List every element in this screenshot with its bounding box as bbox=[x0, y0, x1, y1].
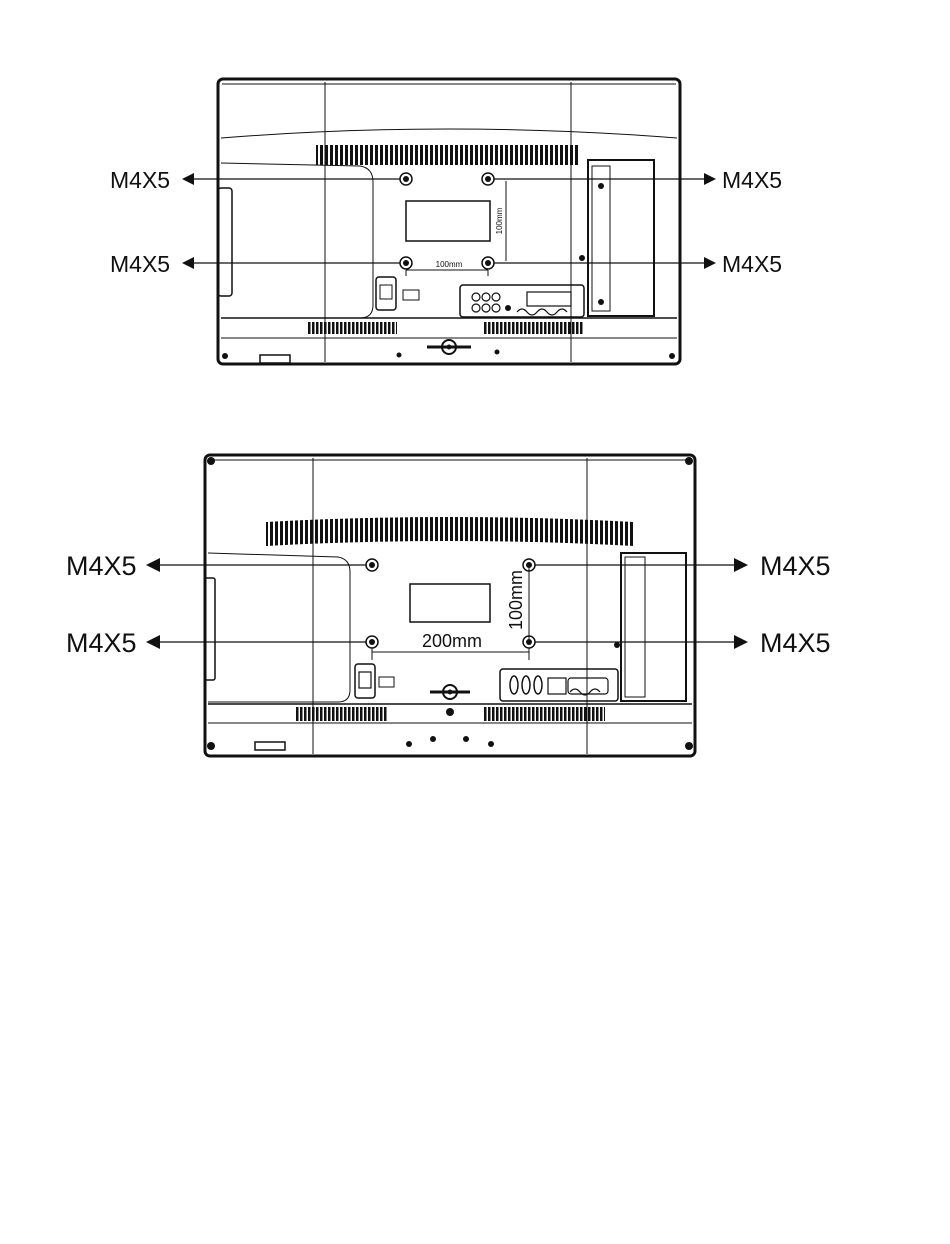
arrow-left-icon bbox=[182, 257, 194, 269]
port-panel-small bbox=[460, 285, 584, 317]
vent-grille-top-large bbox=[266, 517, 634, 546]
screw-label-bottom-left: M4X5 bbox=[110, 251, 171, 277]
vent-grille-top-small bbox=[316, 145, 580, 165]
arrow-left-icon bbox=[182, 173, 194, 185]
arrow-right-icon bbox=[734, 635, 748, 649]
arrow-left-icon bbox=[146, 558, 160, 572]
screw-label-top-left: M4X5 bbox=[110, 167, 171, 193]
dim-horizontal-large: 200mm bbox=[421, 631, 483, 651]
screw-label-bottom-right: M4X5 bbox=[760, 628, 831, 658]
dim-vertical-small: 100mm bbox=[495, 207, 504, 235]
screw-label-top-left: M4X5 bbox=[66, 551, 137, 581]
arrow-right-icon bbox=[704, 173, 716, 185]
tv-back-large bbox=[66, 455, 831, 756]
power-socket-small bbox=[376, 277, 396, 310]
screw-label-bottom-left: M4X5 bbox=[66, 628, 137, 658]
vesa-holes-small bbox=[400, 173, 494, 269]
dim-vertical-large: 100mm bbox=[506, 569, 526, 631]
tv-back-small bbox=[110, 79, 782, 364]
tv-housing-small bbox=[218, 79, 680, 364]
rating-label-large bbox=[410, 584, 490, 622]
arrow-right-icon bbox=[704, 257, 716, 269]
screw-label-top-right: M4X5 bbox=[760, 551, 831, 581]
screw-label-top-right: M4X5 bbox=[722, 167, 783, 193]
side-bay-small bbox=[588, 160, 654, 316]
rating-label-small bbox=[406, 201, 490, 241]
arrow-right-icon bbox=[734, 558, 748, 572]
screw-label-bottom-right: M4X5 bbox=[722, 251, 783, 277]
power-socket-large bbox=[355, 664, 375, 698]
side-bay-large bbox=[621, 553, 686, 701]
arrow-left-icon bbox=[146, 635, 160, 649]
dim-horizontal-small: 100mm bbox=[435, 260, 463, 269]
